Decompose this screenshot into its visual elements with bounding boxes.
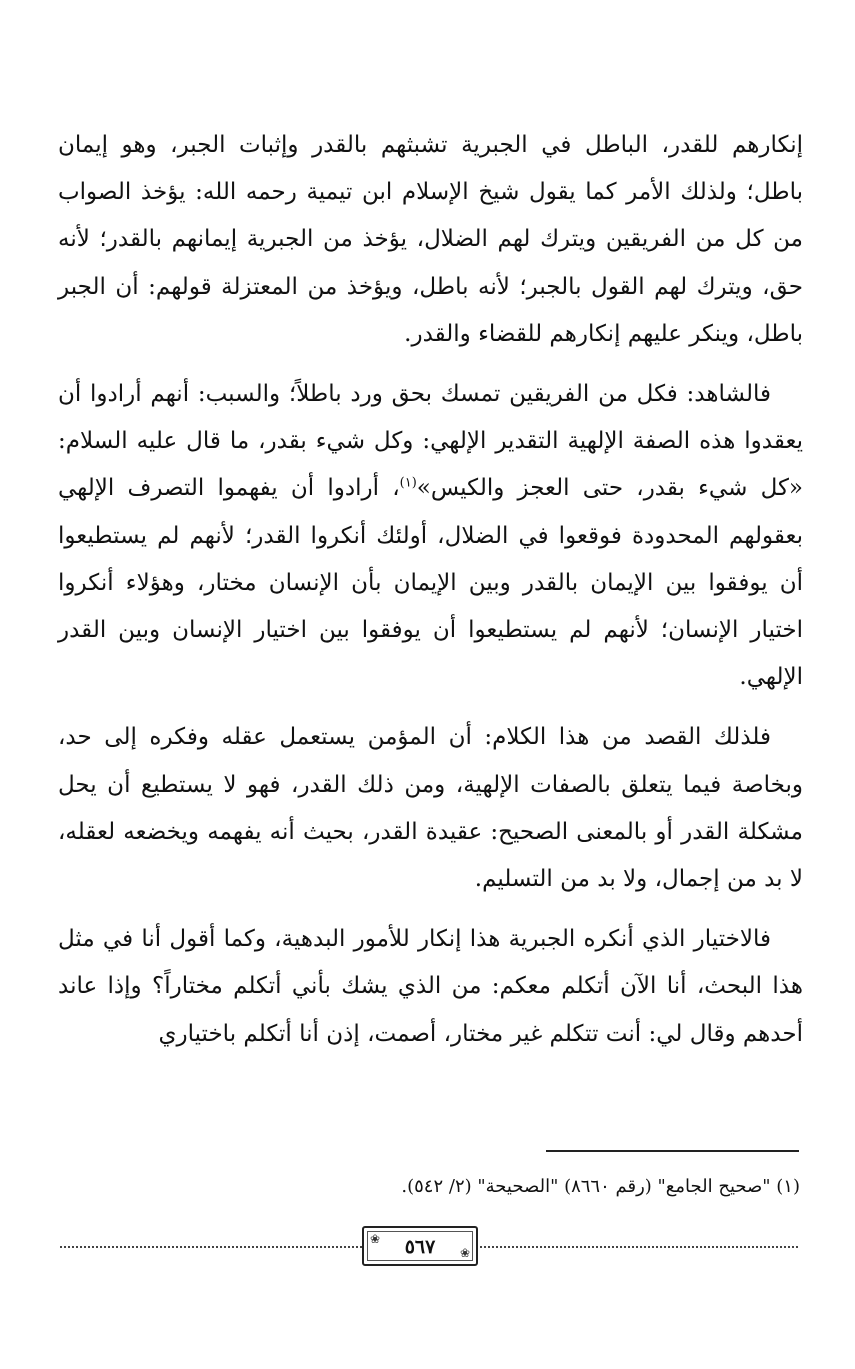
paragraph-4: فالاختيار الذي أنكره الجبرية هذا إنكار للأمور البدهية، وكما أقول أنا في مثل هذا البحث، أنا الآن أتكلم معكم: من الذي يشك بأني أتكلم مختاراً؟ وإذا عاند أحدهم وقال لي: أنت تتكلم غير مختار، أصمت، إذن أنا أتكلم باختياري (58, 926, 803, 1047)
body-text (58, 122, 803, 1071)
footer-dotted-line-left (60, 1246, 362, 1248)
floral-ornament-icon: ❀ (459, 1246, 470, 1260)
page-number-frame (362, 1226, 478, 1266)
floral-ornament-icon: ❀ (370, 1232, 381, 1246)
paragraph-3: فلذلك القصد من هذا الكلام: أن المؤمن يستعمل عقله وفكره إلى حد، وبخاصة فيما يتعلق بالصفات الإلهية، ومن ذلك القدر، فهو لا يستطيع أن يحل مشكلة القدر أو بالمعنى الصحيح: عقيدة القدر، بحيث أنه يفهمه ويخضعه لعقله، لا بد من إجمال، ولا بد من التسليم. (58, 724, 803, 893)
footnote-reference: (١) (399, 475, 417, 491)
paragraph-1: إنكارهم للقدر، الباطل في الجبرية تشبثهم بالقدر وإثبات الجبر، وهو إيمان باطل؛ ولذلك الأمر كما يقول شيخ الإسلام ابن تيمية رحمه الله: يؤخذ الصواب من كل من الفريقين ويترك لهم الضلال، يؤخذ من الجبرية إيمانهم بالقدر؛ لأنه حق، ويترك لهم القول بالجبر؛ لأنه باطل، ويؤخذ من المعتزلة قولهم: أن الجبر باطل، وينكر عليهم إنكارهم للقضاء والقدر. (58, 132, 803, 347)
paragraph-2-text-after: ، أرادوا أن يفهموا التصرف الإلهي بعقولهم المحدودة فوقعوا في الضلال، أولئك أنكروا القدر؛ لأنهم لم يستطيعوا أن يوفقوا بين الإيمان بالقدر وبين الإيمان بأن الإنسان مختار، وهؤلاء أنكروا اختيار الإنسان؛ لأنهم لم يستطيعوا أن يوفقوا بين اختيار الإنسان وبين القدر الإلهي. (58, 475, 803, 691)
footer-dotted-line-right (480, 1246, 798, 1248)
page-number: ٥٦٧ (404, 1236, 436, 1258)
paragraph-2 (58, 371, 803, 701)
footnote: (١) "صحيح الجامع" (رقم ٨٦٦٠) "الصحيحة" (٢/ ٥٤٢). (401, 1176, 800, 1197)
footnote-separator (546, 1150, 799, 1152)
paragraph-2-text-before: فالشاهد: فكل من الفريقين تمسك بحق ورد باطلاً؛ والسبب: أنهم أرادوا أن يعقدوا هذه الصفة الإلهية التقدير الإلهي: وكل شيء بقدر، ما قال عليه السلام: «كل شيء بقدر، حتى العجز والكيس» (58, 381, 804, 502)
